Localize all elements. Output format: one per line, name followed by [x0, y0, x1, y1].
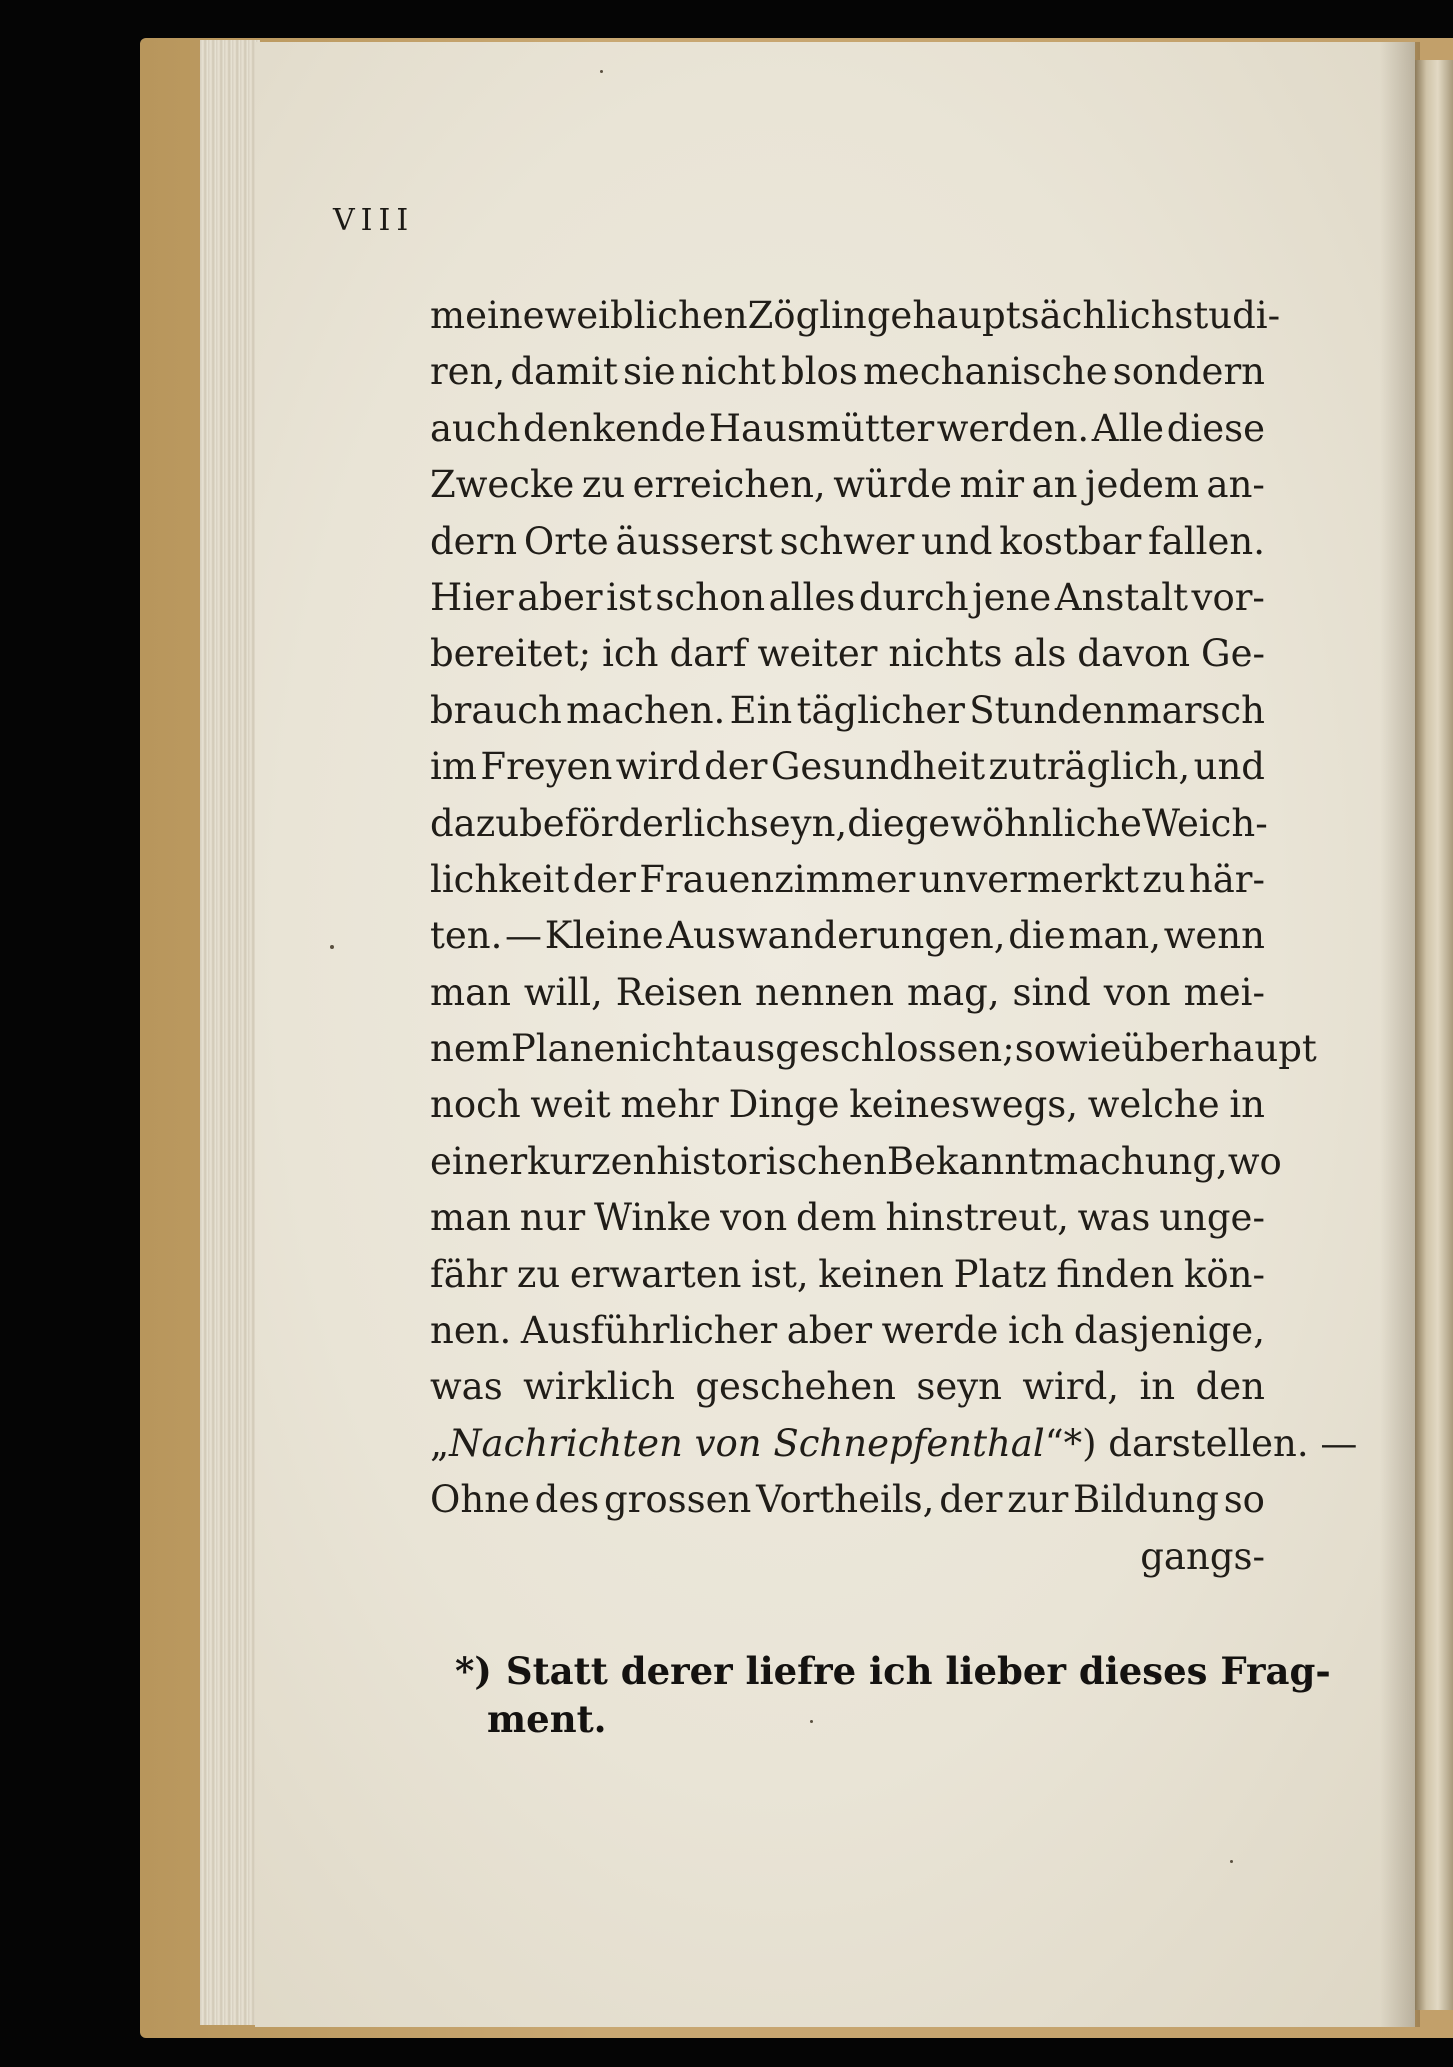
text-line	[430, 796, 1268, 852]
text-line	[430, 1472, 1265, 1528]
footnote-text: Statt derer liefre ich lieber dieses Frag-	[505, 1649, 1331, 1693]
word: darf	[669, 632, 747, 676]
text-line	[430, 1247, 1265, 1303]
word: unvermerkt	[918, 857, 1139, 901]
word: Zwecke	[430, 463, 575, 507]
word: ren,	[430, 350, 506, 394]
word: fähr	[430, 1252, 508, 1296]
word: der	[572, 857, 636, 901]
word: seyn	[916, 1365, 1002, 1409]
word: Ge-	[1201, 632, 1265, 676]
text-line	[430, 514, 1265, 570]
word: gewöhnliche	[904, 801, 1142, 845]
word: so	[1223, 1478, 1265, 1522]
paper-speck	[330, 945, 334, 949]
word: vor-	[1191, 575, 1265, 619]
word: den	[1195, 1365, 1265, 1409]
word: nen.	[430, 1309, 512, 1353]
word: Frauenzimmer	[639, 857, 916, 901]
word: Stundenmarsch	[969, 688, 1265, 732]
word: seyn,	[749, 801, 848, 845]
word: nicht	[615, 1027, 711, 1071]
word: fallen.	[1148, 519, 1265, 563]
word: alles	[768, 575, 856, 619]
word: dem	[795, 1196, 877, 1240]
text-line	[430, 739, 1265, 795]
word: jedem	[1084, 463, 1200, 507]
word: Weich-	[1141, 801, 1268, 845]
word: wenn	[1163, 914, 1265, 958]
word: werden.	[936, 406, 1090, 450]
word: wird,	[1022, 1365, 1120, 1409]
word: aber	[517, 575, 603, 619]
word: beförderlich	[519, 801, 750, 845]
word: täglicher	[796, 688, 965, 732]
word: Reisen	[615, 970, 743, 1014]
word: was	[430, 1365, 503, 1409]
word: keineswegs,	[849, 1083, 1079, 1127]
text-line	[430, 570, 1265, 626]
word: Freyen	[480, 745, 613, 789]
word: —	[505, 914, 543, 958]
word: schon	[655, 575, 766, 619]
word: zu	[516, 1252, 561, 1296]
word: dern	[430, 519, 518, 563]
word: im	[430, 745, 477, 789]
italic-title: Nachrichten von Schnepfenthal	[449, 1421, 1045, 1465]
text-line	[430, 965, 1265, 1021]
word: erwarten	[569, 1252, 742, 1296]
word: unge-	[1159, 1196, 1265, 1240]
word: dasjenige,	[1073, 1309, 1265, 1353]
word: was	[1077, 1196, 1151, 1240]
word: diese	[1166, 406, 1265, 450]
text-line	[430, 344, 1265, 400]
word: werde	[881, 1309, 999, 1353]
word: so	[1014, 1027, 1056, 1071]
text-line	[430, 1134, 1282, 1190]
word: zu	[581, 463, 626, 507]
word: durch	[858, 575, 969, 619]
word: weiblichen	[544, 294, 748, 337]
word: här-	[1188, 857, 1265, 901]
word: als	[1013, 632, 1067, 676]
word: will,	[523, 970, 603, 1014]
word: Vortheils,	[756, 1478, 935, 1522]
word: Hier	[430, 575, 514, 619]
word: ist,	[751, 1252, 809, 1296]
word: sind	[1012, 970, 1091, 1014]
page-stack-edges	[200, 40, 260, 2025]
word: Ein	[729, 688, 793, 732]
word: Gesundheit	[770, 745, 986, 789]
word: schwer	[779, 519, 915, 563]
word: keinen	[818, 1252, 944, 1296]
word: weiter	[757, 632, 878, 676]
word: überhaupt	[1121, 1027, 1317, 1071]
word: grossen	[604, 1478, 752, 1522]
footnote-text: ment.	[487, 1697, 607, 1741]
word: ich	[1007, 1309, 1065, 1353]
word: erreichen,	[632, 463, 826, 507]
word: wirklich	[523, 1365, 675, 1409]
word: noch	[430, 1083, 521, 1127]
word: mei-	[1183, 970, 1265, 1014]
word: in	[1139, 1365, 1176, 1409]
word: historischen	[656, 1139, 887, 1183]
word: wie	[1055, 1027, 1122, 1071]
word: nur	[519, 1196, 586, 1240]
word: zur	[1007, 1478, 1069, 1522]
opening-quote: „	[430, 1421, 450, 1465]
text-line	[430, 1416, 1358, 1472]
word: Bildung	[1073, 1478, 1219, 1522]
footnote-marker: *)	[455, 1649, 492, 1693]
word: geschehen	[695, 1365, 896, 1409]
word: Auswanderungen,	[666, 914, 1006, 958]
word: nennen	[754, 970, 895, 1014]
word: Alle	[1091, 406, 1165, 450]
word: nicht	[680, 350, 776, 394]
word: Orte	[523, 519, 609, 563]
word: welche	[1087, 1083, 1220, 1127]
word: in	[1229, 1083, 1265, 1127]
word: und	[1193, 745, 1265, 789]
word: Platz	[953, 1252, 1047, 1296]
word: machen.	[566, 688, 726, 732]
word: Anstalt	[1054, 575, 1188, 619]
word: würde	[833, 463, 952, 507]
word: aber	[786, 1309, 873, 1353]
word: der	[704, 745, 768, 789]
word: bereitet;	[430, 632, 592, 676]
word: man	[430, 970, 511, 1014]
word: zu	[1142, 857, 1186, 901]
word: lichkeit	[430, 857, 570, 901]
word: äusserst	[615, 519, 773, 563]
word: an-	[1206, 463, 1265, 507]
footnote-line	[455, 1647, 1331, 1695]
word: ten.	[430, 914, 503, 958]
word: und	[921, 519, 993, 563]
word: von	[720, 1196, 788, 1240]
word: man,	[1068, 914, 1162, 958]
word: die	[847, 801, 905, 845]
word: zuträglich,	[988, 745, 1191, 789]
catchword: gangs-	[1140, 1534, 1265, 1578]
word: Hausmütter	[708, 406, 935, 450]
page-number: VIII	[333, 203, 415, 238]
word: finden	[1056, 1252, 1175, 1296]
word: davon	[1077, 632, 1191, 676]
text-line	[430, 457, 1265, 513]
text-line	[430, 683, 1265, 739]
word: kostbar	[999, 519, 1142, 563]
word: des	[534, 1478, 600, 1522]
text-line	[430, 1077, 1265, 1133]
word: mag,	[906, 970, 1000, 1014]
word: hinstreut,	[885, 1196, 1069, 1240]
word: Zöglinge	[747, 294, 913, 337]
word: jene	[972, 575, 1052, 619]
word: kön-	[1183, 1252, 1265, 1296]
text-line	[430, 626, 1265, 682]
word: Dinge	[728, 1083, 840, 1127]
word: mechanische	[862, 350, 1108, 394]
word: ist	[606, 575, 652, 619]
text-line	[430, 852, 1265, 908]
word: ich	[602, 632, 659, 676]
word: wird	[615, 745, 701, 789]
text-line	[430, 288, 1281, 344]
word: Kleine	[544, 914, 664, 958]
text-line	[430, 1359, 1265, 1415]
word: mir	[959, 463, 1025, 507]
word: kurzen	[527, 1139, 657, 1183]
body-text	[430, 288, 1358, 1585]
word: sondern	[1112, 350, 1265, 394]
word: nichts	[888, 632, 1003, 676]
word: meine	[430, 294, 545, 337]
word: mehr	[620, 1083, 719, 1127]
word: hauptsächlich	[912, 294, 1175, 337]
word: damit	[510, 350, 618, 394]
word: an	[1031, 463, 1078, 507]
word: Ohne	[430, 1478, 530, 1522]
word: der	[939, 1478, 1003, 1522]
text-line	[430, 401, 1265, 457]
text-line	[430, 1303, 1265, 1359]
word: Ausführlicher	[520, 1309, 778, 1353]
word: Winke	[593, 1196, 712, 1240]
word: man	[430, 1196, 511, 1240]
word: ausgeschlossen;	[710, 1027, 1015, 1071]
text-line	[430, 908, 1265, 964]
word: auch	[430, 406, 521, 450]
word: Bekanntmachung,	[886, 1139, 1228, 1183]
word: Plane	[510, 1027, 616, 1071]
word: von	[1103, 970, 1171, 1014]
paper-speck	[1230, 1860, 1233, 1863]
word: dazu	[430, 801, 520, 845]
footnote	[455, 1647, 1331, 1743]
word: brauch	[430, 688, 562, 732]
gutter-shadow	[1380, 42, 1420, 2027]
word: nem	[430, 1027, 511, 1071]
facing-page-sliver	[1415, 60, 1453, 2010]
word: wo	[1227, 1139, 1282, 1183]
word: die	[1008, 914, 1066, 958]
paper-speck	[600, 70, 603, 73]
word: weit	[530, 1083, 611, 1127]
word: einer	[430, 1139, 528, 1183]
word: denkende	[523, 406, 707, 450]
text-line	[430, 1190, 1265, 1246]
line-tail: “*) darstellen. —	[1044, 1421, 1358, 1465]
footnote-line	[455, 1695, 1265, 1743]
word: sie	[622, 350, 676, 394]
text-line	[430, 1021, 1317, 1077]
word: blos	[781, 350, 858, 394]
word: studi-	[1174, 294, 1281, 337]
